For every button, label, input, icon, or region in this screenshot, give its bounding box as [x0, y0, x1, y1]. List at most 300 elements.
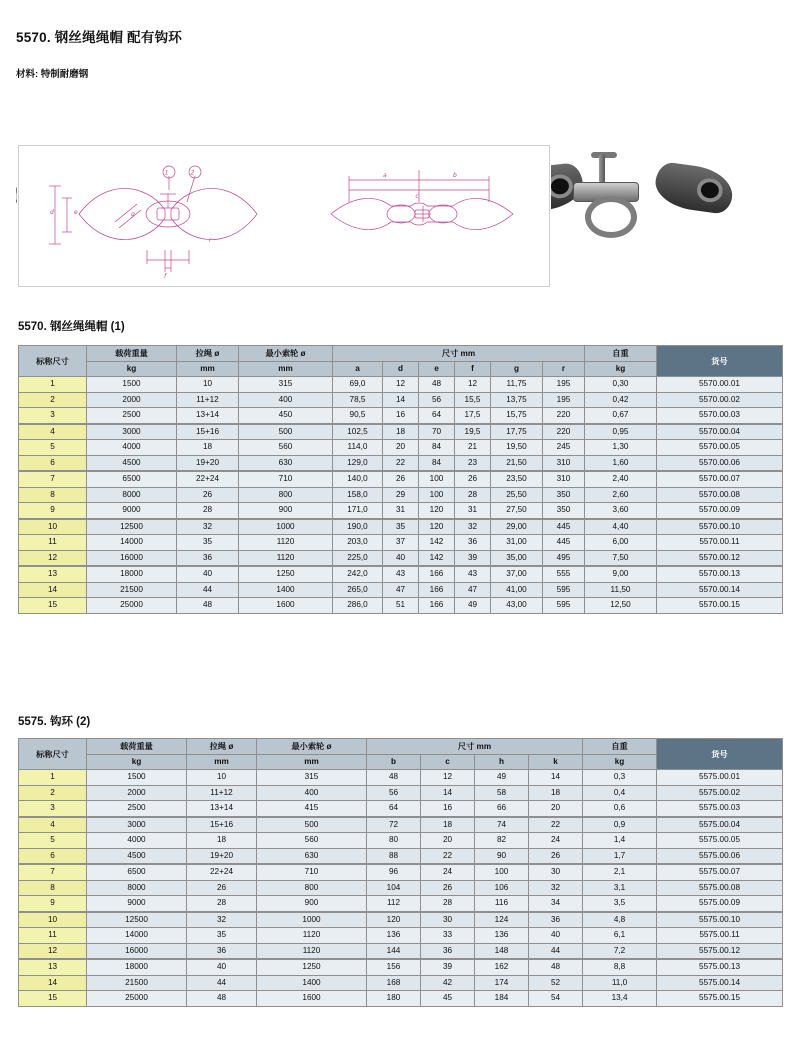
cell: 415 — [257, 801, 367, 817]
cell: 12,50 — [585, 598, 657, 614]
cell: 5570.00.09 — [657, 503, 783, 519]
cell: 18 — [383, 424, 419, 440]
cell: 5575.00.01 — [657, 770, 783, 786]
cell: 20 — [421, 833, 475, 849]
cell: 24 — [529, 833, 583, 849]
cell: 36 — [177, 550, 239, 566]
table-row — [19, 503, 783, 519]
cell: 166 — [419, 598, 455, 614]
cell: 286,0 — [333, 598, 383, 614]
cell: 28 — [421, 896, 475, 912]
table-row — [19, 817, 783, 833]
cell: 12500 — [87, 912, 187, 928]
cell: 13,75 — [491, 392, 543, 408]
cell: 5575.00.08 — [657, 880, 783, 896]
cell: 5575.00.15 — [657, 991, 783, 1007]
svg-text:f: f — [163, 273, 167, 280]
cell: 48 — [529, 959, 583, 975]
cell: 14 — [529, 770, 583, 786]
cell: 26 — [421, 880, 475, 896]
cell-size: 13 — [19, 959, 87, 975]
cell: 1,4 — [583, 833, 657, 849]
cell: 52 — [529, 975, 583, 991]
cell: 15,5 — [455, 392, 491, 408]
th-weight: 自重 — [583, 739, 657, 755]
svg-text:d: d — [50, 209, 54, 216]
cell: 5570.00.04 — [657, 424, 783, 440]
cell: 22 — [529, 817, 583, 833]
cell: 20 — [383, 440, 419, 456]
cell: 30 — [421, 912, 475, 928]
cell: 84 — [419, 455, 455, 471]
cell: 500 — [239, 424, 333, 440]
cell: 54 — [529, 991, 583, 1007]
cell: 28 — [177, 503, 239, 519]
cell: 12 — [455, 377, 491, 393]
cell-size: 5 — [19, 440, 87, 456]
cell: 114,0 — [333, 440, 383, 456]
cell: 2000 — [87, 392, 177, 408]
cell: 5575.00.09 — [657, 896, 783, 912]
cell: 560 — [257, 833, 367, 849]
cell: 5570.00.01 — [657, 377, 783, 393]
th-dims-group: 尺寸 mm — [333, 346, 585, 362]
cell: 124 — [475, 912, 529, 928]
spec-table-5575 — [18, 738, 783, 1007]
cell-size: 12 — [19, 943, 87, 959]
section-1-title: 5570. 钢丝绳绳帽 (1) — [18, 321, 125, 333]
cell: 171,0 — [333, 503, 383, 519]
cell: 5570.00.02 — [657, 392, 783, 408]
table-row — [19, 975, 783, 991]
cell: 710 — [239, 471, 333, 487]
cell: 310 — [543, 455, 585, 471]
th-sheave-unit: mm — [257, 755, 367, 770]
cell-size: 4 — [19, 817, 87, 833]
table-row — [19, 535, 783, 551]
cell: 112 — [367, 896, 421, 912]
cell: 630 — [239, 455, 333, 471]
cell: 166 — [419, 582, 455, 598]
cell: 82 — [475, 833, 529, 849]
cell: 0,67 — [585, 408, 657, 424]
cell-size: 7 — [19, 471, 87, 487]
th-load: 载荷重量 — [87, 739, 187, 755]
cell: 180 — [367, 991, 421, 1007]
cell: 3,60 — [585, 503, 657, 519]
cell: 14 — [383, 392, 419, 408]
cell: 2500 — [87, 801, 187, 817]
cell: 100 — [419, 471, 455, 487]
cell: 19,50 — [491, 440, 543, 456]
cell: 29,00 — [491, 519, 543, 535]
cell: 9,00 — [585, 566, 657, 582]
table-row — [19, 598, 783, 614]
material-label: 材料: 特制耐磨钢 — [16, 69, 89, 80]
cell: 19+20 — [177, 455, 239, 471]
cell: 4,8 — [583, 912, 657, 928]
cell: 400 — [257, 785, 367, 801]
cell: 5575.00.11 — [657, 928, 783, 944]
cell: 2500 — [87, 408, 177, 424]
cell: 42 — [421, 975, 475, 991]
cell: 26 — [187, 880, 257, 896]
cell: 495 — [543, 550, 585, 566]
th-dim-d: d — [383, 362, 419, 377]
cell: 69,0 — [333, 377, 383, 393]
cell: 900 — [257, 896, 367, 912]
cell: 1120 — [239, 550, 333, 566]
cell: 11+12 — [187, 785, 257, 801]
table-row — [19, 519, 783, 535]
cell: 13+14 — [177, 408, 239, 424]
cell: 22 — [383, 455, 419, 471]
cell: 4500 — [87, 848, 187, 864]
cell: 47 — [455, 582, 491, 598]
cell-size: 1 — [19, 377, 87, 393]
svg-text:a: a — [383, 172, 387, 179]
th-rope: 拉绳 ø — [187, 739, 257, 755]
cell: 1,60 — [585, 455, 657, 471]
cell: 37 — [383, 535, 419, 551]
cell: 88 — [367, 848, 421, 864]
cell: 5575.00.10 — [657, 912, 783, 928]
cell: 148 — [475, 943, 529, 959]
cell-size: 11 — [19, 928, 87, 944]
section-2-title: 5575. 钩环 (2) — [18, 716, 91, 728]
cell: 400 — [239, 392, 333, 408]
cell: 44 — [529, 943, 583, 959]
spec-table-5570 — [18, 345, 783, 614]
cell: 37,00 — [491, 566, 543, 582]
cell-size: 1 — [19, 770, 87, 786]
cell: 80 — [367, 833, 421, 849]
cell: 6500 — [87, 864, 187, 880]
cell-size: 4 — [19, 424, 87, 440]
cell: 66 — [475, 801, 529, 817]
table-row — [19, 959, 783, 975]
th-dim-c: c — [421, 755, 475, 770]
cell: 12500 — [87, 519, 177, 535]
socket-bore — [695, 177, 724, 204]
cell: 0,95 — [585, 424, 657, 440]
cell: 203,0 — [333, 535, 383, 551]
cell: 23 — [455, 455, 491, 471]
table-row — [19, 928, 783, 944]
cell: 5570.00.14 — [657, 582, 783, 598]
cell-size: 3 — [19, 408, 87, 424]
th-dim-r: r — [543, 362, 585, 377]
cell: 24 — [421, 864, 475, 880]
cell: 3000 — [87, 424, 177, 440]
shackle-assembly-image — [565, 152, 645, 222]
cell: 96 — [367, 864, 421, 880]
cell: 44 — [187, 975, 257, 991]
cell: 14000 — [87, 535, 177, 551]
cell: 20 — [529, 801, 583, 817]
cell-size: 10 — [19, 519, 87, 535]
cell: 350 — [543, 503, 585, 519]
cell: 56 — [419, 392, 455, 408]
cell: 5570.00.11 — [657, 535, 783, 551]
cell: 21500 — [87, 975, 187, 991]
cell: 33 — [421, 928, 475, 944]
cell: 8000 — [87, 487, 177, 503]
cell: 28 — [455, 487, 491, 503]
cell: 47 — [383, 582, 419, 598]
cell: 102,5 — [333, 424, 383, 440]
cell: 36 — [529, 912, 583, 928]
th-load: 载荷重量 — [87, 346, 177, 362]
table-row — [19, 785, 783, 801]
cell: 445 — [543, 535, 585, 551]
th-load-unit: kg — [87, 755, 187, 770]
cell: 12 — [383, 377, 419, 393]
cell: 32 — [455, 519, 491, 535]
cell: 162 — [475, 959, 529, 975]
shackle-pin — [599, 154, 605, 184]
cell: 5570.00.05 — [657, 440, 783, 456]
cell: 450 — [239, 408, 333, 424]
cell-size: 11 — [19, 535, 87, 551]
cell: 84 — [419, 440, 455, 456]
table-row — [19, 943, 783, 959]
cell: 190,0 — [333, 519, 383, 535]
cell: 158,0 — [333, 487, 383, 503]
cell: 26 — [455, 471, 491, 487]
cell: 35,00 — [491, 550, 543, 566]
cell: 40 — [383, 550, 419, 566]
cell: 49 — [455, 598, 491, 614]
cell: 40 — [529, 928, 583, 944]
cell: 48 — [177, 598, 239, 614]
rope-socket-detail-image-right — [652, 161, 735, 215]
cell: 26 — [177, 487, 239, 503]
th-sheave: 最小索轮 ø — [257, 739, 367, 755]
cell: 43 — [383, 566, 419, 582]
cell: 4000 — [87, 440, 177, 456]
cell: 242,0 — [333, 566, 383, 582]
th-code: 货号 — [657, 739, 783, 770]
table-row — [19, 770, 783, 786]
cell: 1120 — [257, 943, 367, 959]
cell: 5575.00.06 — [657, 848, 783, 864]
cell: 350 — [543, 487, 585, 503]
cell: 58 — [475, 785, 529, 801]
cell: 41,00 — [491, 582, 543, 598]
cell: 56 — [367, 785, 421, 801]
cell-size: 10 — [19, 912, 87, 928]
cell: 7,50 — [585, 550, 657, 566]
cell: 1000 — [239, 519, 333, 535]
cell: 5575.00.14 — [657, 975, 783, 991]
table-row — [19, 424, 783, 440]
cell: 90,5 — [333, 408, 383, 424]
cell: 11,75 — [491, 377, 543, 393]
cell: 28 — [187, 896, 257, 912]
cell: 22+24 — [177, 471, 239, 487]
th-dim-a: a — [333, 362, 383, 377]
cell: 27,50 — [491, 503, 543, 519]
cell: 630 — [257, 848, 367, 864]
th-dim-h: h — [475, 755, 529, 770]
cell-size: 14 — [19, 975, 87, 991]
cell-size: 5 — [19, 833, 87, 849]
cell: 10 — [187, 770, 257, 786]
cell: 9000 — [87, 896, 187, 912]
cell: 5575.00.07 — [657, 864, 783, 880]
cell: 1600 — [239, 598, 333, 614]
cell: 144 — [367, 943, 421, 959]
cell-size: 8 — [19, 487, 87, 503]
cell: 104 — [367, 880, 421, 896]
cell: 5570.00.03 — [657, 408, 783, 424]
cell: 18 — [421, 817, 475, 833]
cell: 32 — [177, 519, 239, 535]
cell: 156 — [367, 959, 421, 975]
cell: 500 — [257, 817, 367, 833]
cell-size: 9 — [19, 503, 87, 519]
cell: 1000 — [257, 912, 367, 928]
table-header-row — [19, 739, 783, 755]
cell: 0,42 — [585, 392, 657, 408]
balloon-1-label: 1 — [164, 169, 169, 177]
cell: 36 — [421, 943, 475, 959]
cell: 129,0 — [333, 455, 383, 471]
cell: 9000 — [87, 503, 177, 519]
cell: 18 — [177, 440, 239, 456]
cell: 0,6 — [583, 801, 657, 817]
cell: 184 — [475, 991, 529, 1007]
svg-text:g: g — [131, 211, 135, 218]
cell: 25,50 — [491, 487, 543, 503]
cell: 3,5 — [583, 896, 657, 912]
cell: 39 — [421, 959, 475, 975]
cell: 40 — [187, 959, 257, 975]
cell: 106 — [475, 880, 529, 896]
cell: 48 — [367, 770, 421, 786]
cell: 4500 — [87, 455, 177, 471]
cell: 16000 — [87, 550, 177, 566]
svg-text:c: c — [415, 193, 419, 200]
cell: 13+14 — [187, 801, 257, 817]
cell: 310 — [543, 471, 585, 487]
cell: 595 — [543, 598, 585, 614]
page-footer — [0, 1010, 800, 1038]
cell: 1120 — [257, 928, 367, 944]
table-row — [19, 471, 783, 487]
cell: 18000 — [87, 959, 187, 975]
cell: 29 — [383, 487, 419, 503]
table-row — [19, 550, 783, 566]
table-header-row — [19, 346, 783, 362]
cell: 21,50 — [491, 455, 543, 471]
cell: 3,1 — [583, 880, 657, 896]
cell: 51 — [383, 598, 419, 614]
cell: 6,1 — [583, 928, 657, 944]
cell-size: 8 — [19, 880, 87, 896]
cell: 100 — [419, 487, 455, 503]
cell: 11,0 — [583, 975, 657, 991]
th-dim-b: b — [367, 755, 421, 770]
cell: 18 — [187, 833, 257, 849]
table-row — [19, 880, 783, 896]
cell-size: 7 — [19, 864, 87, 880]
cell: 16000 — [87, 943, 187, 959]
table-row — [19, 848, 783, 864]
cell: 11+12 — [177, 392, 239, 408]
cell: 2,1 — [583, 864, 657, 880]
cell: 15+16 — [177, 424, 239, 440]
cell: 17,5 — [455, 408, 491, 424]
cell: 136 — [475, 928, 529, 944]
th-dim-k: k — [529, 755, 583, 770]
cell: 12 — [421, 770, 475, 786]
cell: 36 — [455, 535, 491, 551]
cell: 4000 — [87, 833, 187, 849]
page-title: 5570. 钢丝绳绳帽 配有钩环 — [16, 30, 182, 45]
cell: 25000 — [87, 598, 177, 614]
cell: 15+16 — [187, 817, 257, 833]
table-row — [19, 455, 783, 471]
th-weight: 自重 — [585, 346, 657, 362]
cell: 74 — [475, 817, 529, 833]
cell: 225,0 — [333, 550, 383, 566]
cell: 5575.00.05 — [657, 833, 783, 849]
cell-size: 13 — [19, 566, 87, 582]
cell: 43 — [455, 566, 491, 582]
th-load-unit: kg — [87, 362, 177, 377]
table-row — [19, 377, 783, 393]
table-row — [19, 487, 783, 503]
cell: 21 — [455, 440, 491, 456]
cell: 11,50 — [585, 582, 657, 598]
cell: 31,00 — [491, 535, 543, 551]
cell: 315 — [257, 770, 367, 786]
svg-text:b: b — [453, 172, 457, 179]
cell: 555 — [543, 566, 585, 582]
cell: 8,8 — [583, 959, 657, 975]
cell-size: 6 — [19, 455, 87, 471]
cell: 19+20 — [187, 848, 257, 864]
cell-size: 2 — [19, 392, 87, 408]
cell: 23,50 — [491, 471, 543, 487]
cell: 26 — [383, 471, 419, 487]
cell: 120 — [419, 519, 455, 535]
cell: 120 — [367, 912, 421, 928]
cell: 15,75 — [491, 408, 543, 424]
cell: 900 — [239, 503, 333, 519]
cell: 166 — [419, 566, 455, 582]
cell: 1,30 — [585, 440, 657, 456]
cell: 32 — [529, 880, 583, 896]
cell: 30 — [529, 864, 583, 880]
cell: 220 — [543, 424, 585, 440]
cell: 120 — [419, 503, 455, 519]
cell: 5570.00.15 — [657, 598, 783, 614]
cell-size: 12 — [19, 550, 87, 566]
svg-text:r: r — [209, 237, 212, 244]
th-weight-unit: kg — [585, 362, 657, 377]
th-rope-unit: mm — [177, 362, 239, 377]
cell: 22+24 — [187, 864, 257, 880]
cell: 45 — [421, 991, 475, 1007]
cell-size: 6 — [19, 848, 87, 864]
cell: 35 — [177, 535, 239, 551]
th-rope: 拉绳 ø — [177, 346, 239, 362]
cell: 90 — [475, 848, 529, 864]
cell: 142 — [419, 535, 455, 551]
